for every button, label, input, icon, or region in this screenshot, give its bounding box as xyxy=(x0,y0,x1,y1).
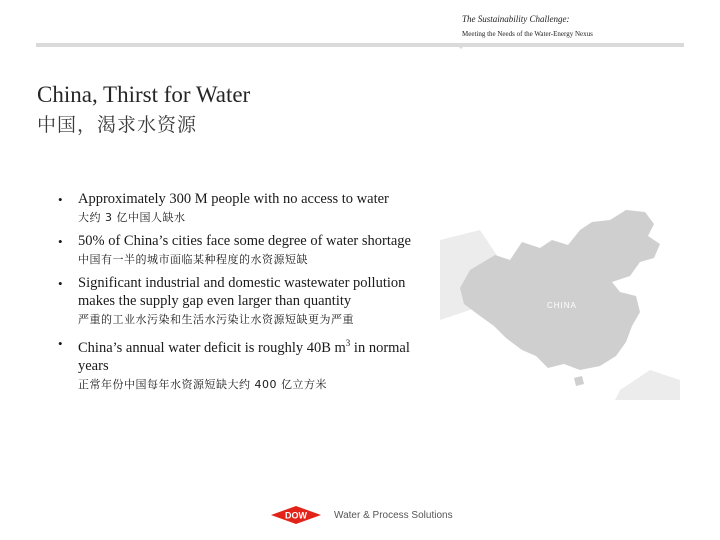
bullet-item xyxy=(56,190,436,226)
china-map xyxy=(440,200,680,400)
map-label-china: CHINA xyxy=(547,301,577,310)
bullet-item xyxy=(56,232,436,268)
header-divider-notch xyxy=(455,43,467,49)
bullet-text-english xyxy=(78,334,436,375)
bullet-text-english: Significant industrial and domestic wastewater pollution makes the supply gap even larger than quantity xyxy=(78,275,406,309)
bullet-marker: • xyxy=(58,234,63,249)
bullet-list xyxy=(56,190,436,399)
dow-logo xyxy=(270,505,322,525)
bullet-item xyxy=(56,334,436,393)
bullet-marker: • xyxy=(58,192,63,207)
bullet-text-english-main: China’s annual water deficit is roughly 40B m xyxy=(78,339,346,356)
bullet-text-chinese: 中国有一半的城市面临某种程度的水资源短缺 xyxy=(78,253,308,266)
superscript-exponent: 3 xyxy=(345,338,351,348)
bullet-item xyxy=(56,274,436,328)
header-divider xyxy=(36,43,684,47)
bullet-text-english-tail: in normal years xyxy=(78,339,410,374)
footer-branding xyxy=(270,505,453,525)
bullet-text-chinese: 正常年份中国每年水资源短缺大约 400 亿立方米 xyxy=(78,377,327,391)
bullet-marker: • xyxy=(58,276,63,291)
header-title: The Sustainability Challenge: xyxy=(462,14,570,24)
hainan-island-shape xyxy=(574,376,584,386)
presentation-header xyxy=(462,14,702,39)
bullet-text-english: 50% of China’s cities face some degree of water shortage xyxy=(78,233,411,249)
bullet-text-english: Approximately 300 M people with no access to water xyxy=(78,191,389,207)
china-shape xyxy=(460,210,660,370)
bullet-marker: • xyxy=(58,336,63,351)
footer-division-name: Water & Process Solutions xyxy=(334,509,453,521)
slide-title-english: China, Thirst for Water xyxy=(37,82,251,107)
header-subtitle: Meeting the Needs of the Water-Energy Nexus xyxy=(462,30,593,38)
bullet-text-chinese: 大约 3 亿中国人缺水 xyxy=(78,211,186,224)
dow-logo-text: DOW xyxy=(285,510,307,521)
bullet-text-chinese: 严重的工业水污染和生活水污染让水资源短缺更为严重 xyxy=(78,313,354,326)
slide-title-chinese: 中国，渴求水资源 xyxy=(37,114,198,136)
